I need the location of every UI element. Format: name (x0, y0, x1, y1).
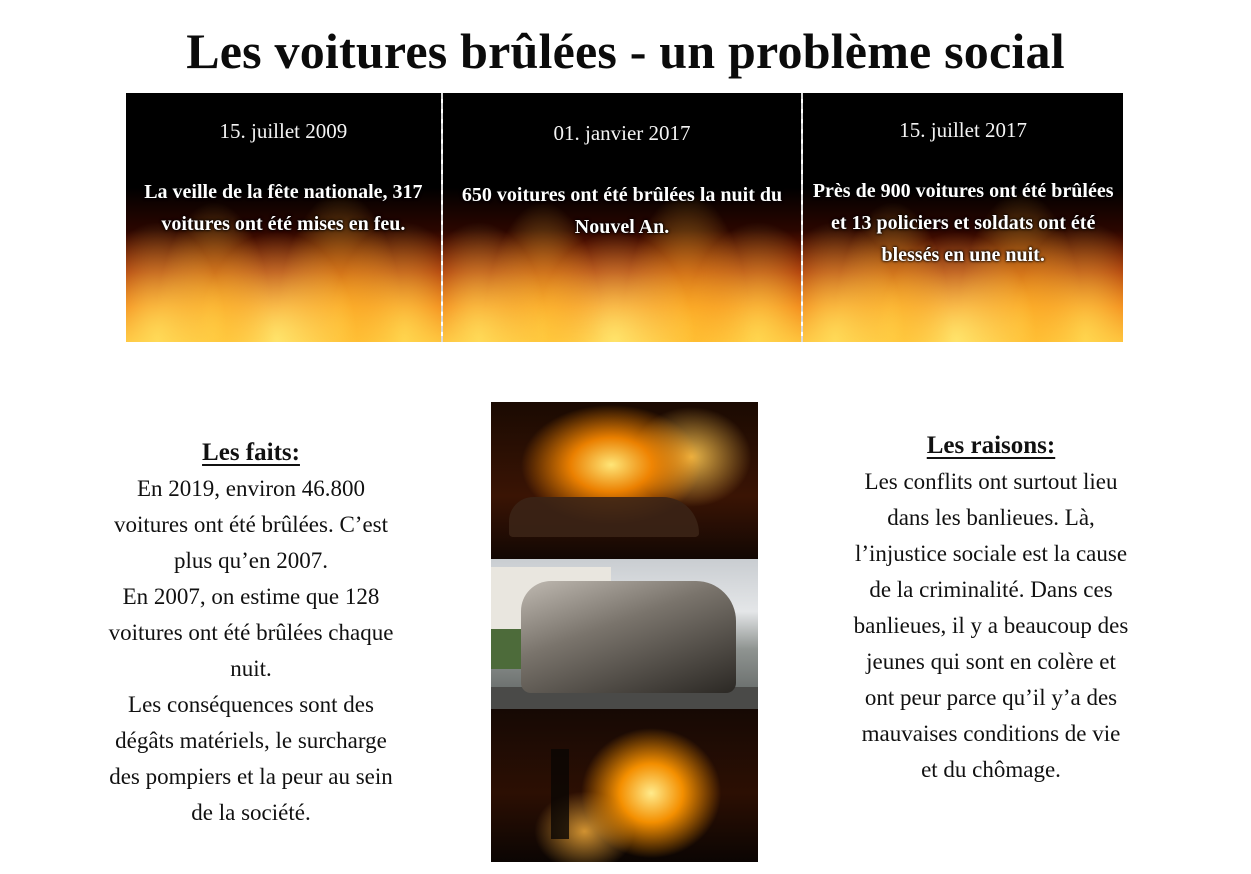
reasons-heading: Les raisons: (926, 432, 1056, 459)
reasons-line: ont peur parce qu’il y’a des (864, 685, 1118, 710)
facts-line: plus qu’en 2007. (174, 548, 328, 573)
reasons-line: l’injustice sociale est la cause (854, 541, 1128, 566)
reasons-column (834, 428, 1148, 788)
facts-line: de la société. (191, 800, 311, 825)
photo-collage (491, 402, 758, 862)
timeline-date: 15. juillet 2017 (899, 118, 1028, 142)
reasons-line: mauvaises conditions de vie (861, 721, 1121, 746)
reasons-line: jeunes qui sont en colère et (866, 649, 1116, 674)
facts-line: des pompiers et la peur au sein (109, 764, 393, 789)
facts-line: Les conséquences sont des (128, 692, 374, 717)
page-title: Les voitures brûlées - un problème social (186, 23, 1065, 79)
timeline-date: 01. janvier 2017 (553, 121, 691, 145)
facts-line: nuit. (230, 656, 272, 681)
reasons-line: banlieues, il y a beaucoup des (853, 613, 1129, 638)
timeline-panel-2017-july (803, 93, 1123, 342)
timeline-text: La veille de la fête nationale, 317 voitures ont été mises en feu. (144, 181, 423, 235)
burnt-van-photo (491, 559, 758, 709)
facts-line: En 2019, environ 46.800 (136, 476, 366, 501)
car-silhouette (509, 497, 699, 537)
facts-line: voitures ont été brûlées chaque (108, 620, 394, 645)
reasons-line: dans les banlieues. Là, (887, 505, 1095, 530)
facts-line: En 2007, on estime que 128 (122, 584, 380, 609)
burning-car-photo (491, 402, 758, 559)
van-silhouette (521, 581, 736, 693)
facts-line: dégâts matériels, le surcharge (115, 728, 387, 753)
timeline-text: 650 voitures ont été brûlées la nuit du Nouvel An. (461, 184, 783, 238)
reasons-line: Les conflits ont surtout lieu (864, 469, 1118, 494)
timeline-text: Près de 900 voitures ont été brûlées et 13 policiers et soldats ont été blessés en une nuit. (812, 180, 1114, 266)
timeline-panel-2017-january (443, 93, 802, 342)
facts-column (86, 435, 416, 831)
reasons-line: et du chômage. (921, 757, 1061, 782)
timeline-date: 15. juillet 2009 (219, 119, 348, 143)
timeline-panel-2009 (126, 93, 441, 342)
person-silhouette (551, 749, 569, 839)
timeline-banner (126, 93, 1123, 342)
facts-line: voitures ont été brûlées. C’est (113, 512, 388, 537)
facts-heading: Les faits: (202, 439, 300, 466)
night-fire-photo (491, 709, 758, 862)
reasons-line: de la criminalité. Dans ces (869, 577, 1113, 602)
